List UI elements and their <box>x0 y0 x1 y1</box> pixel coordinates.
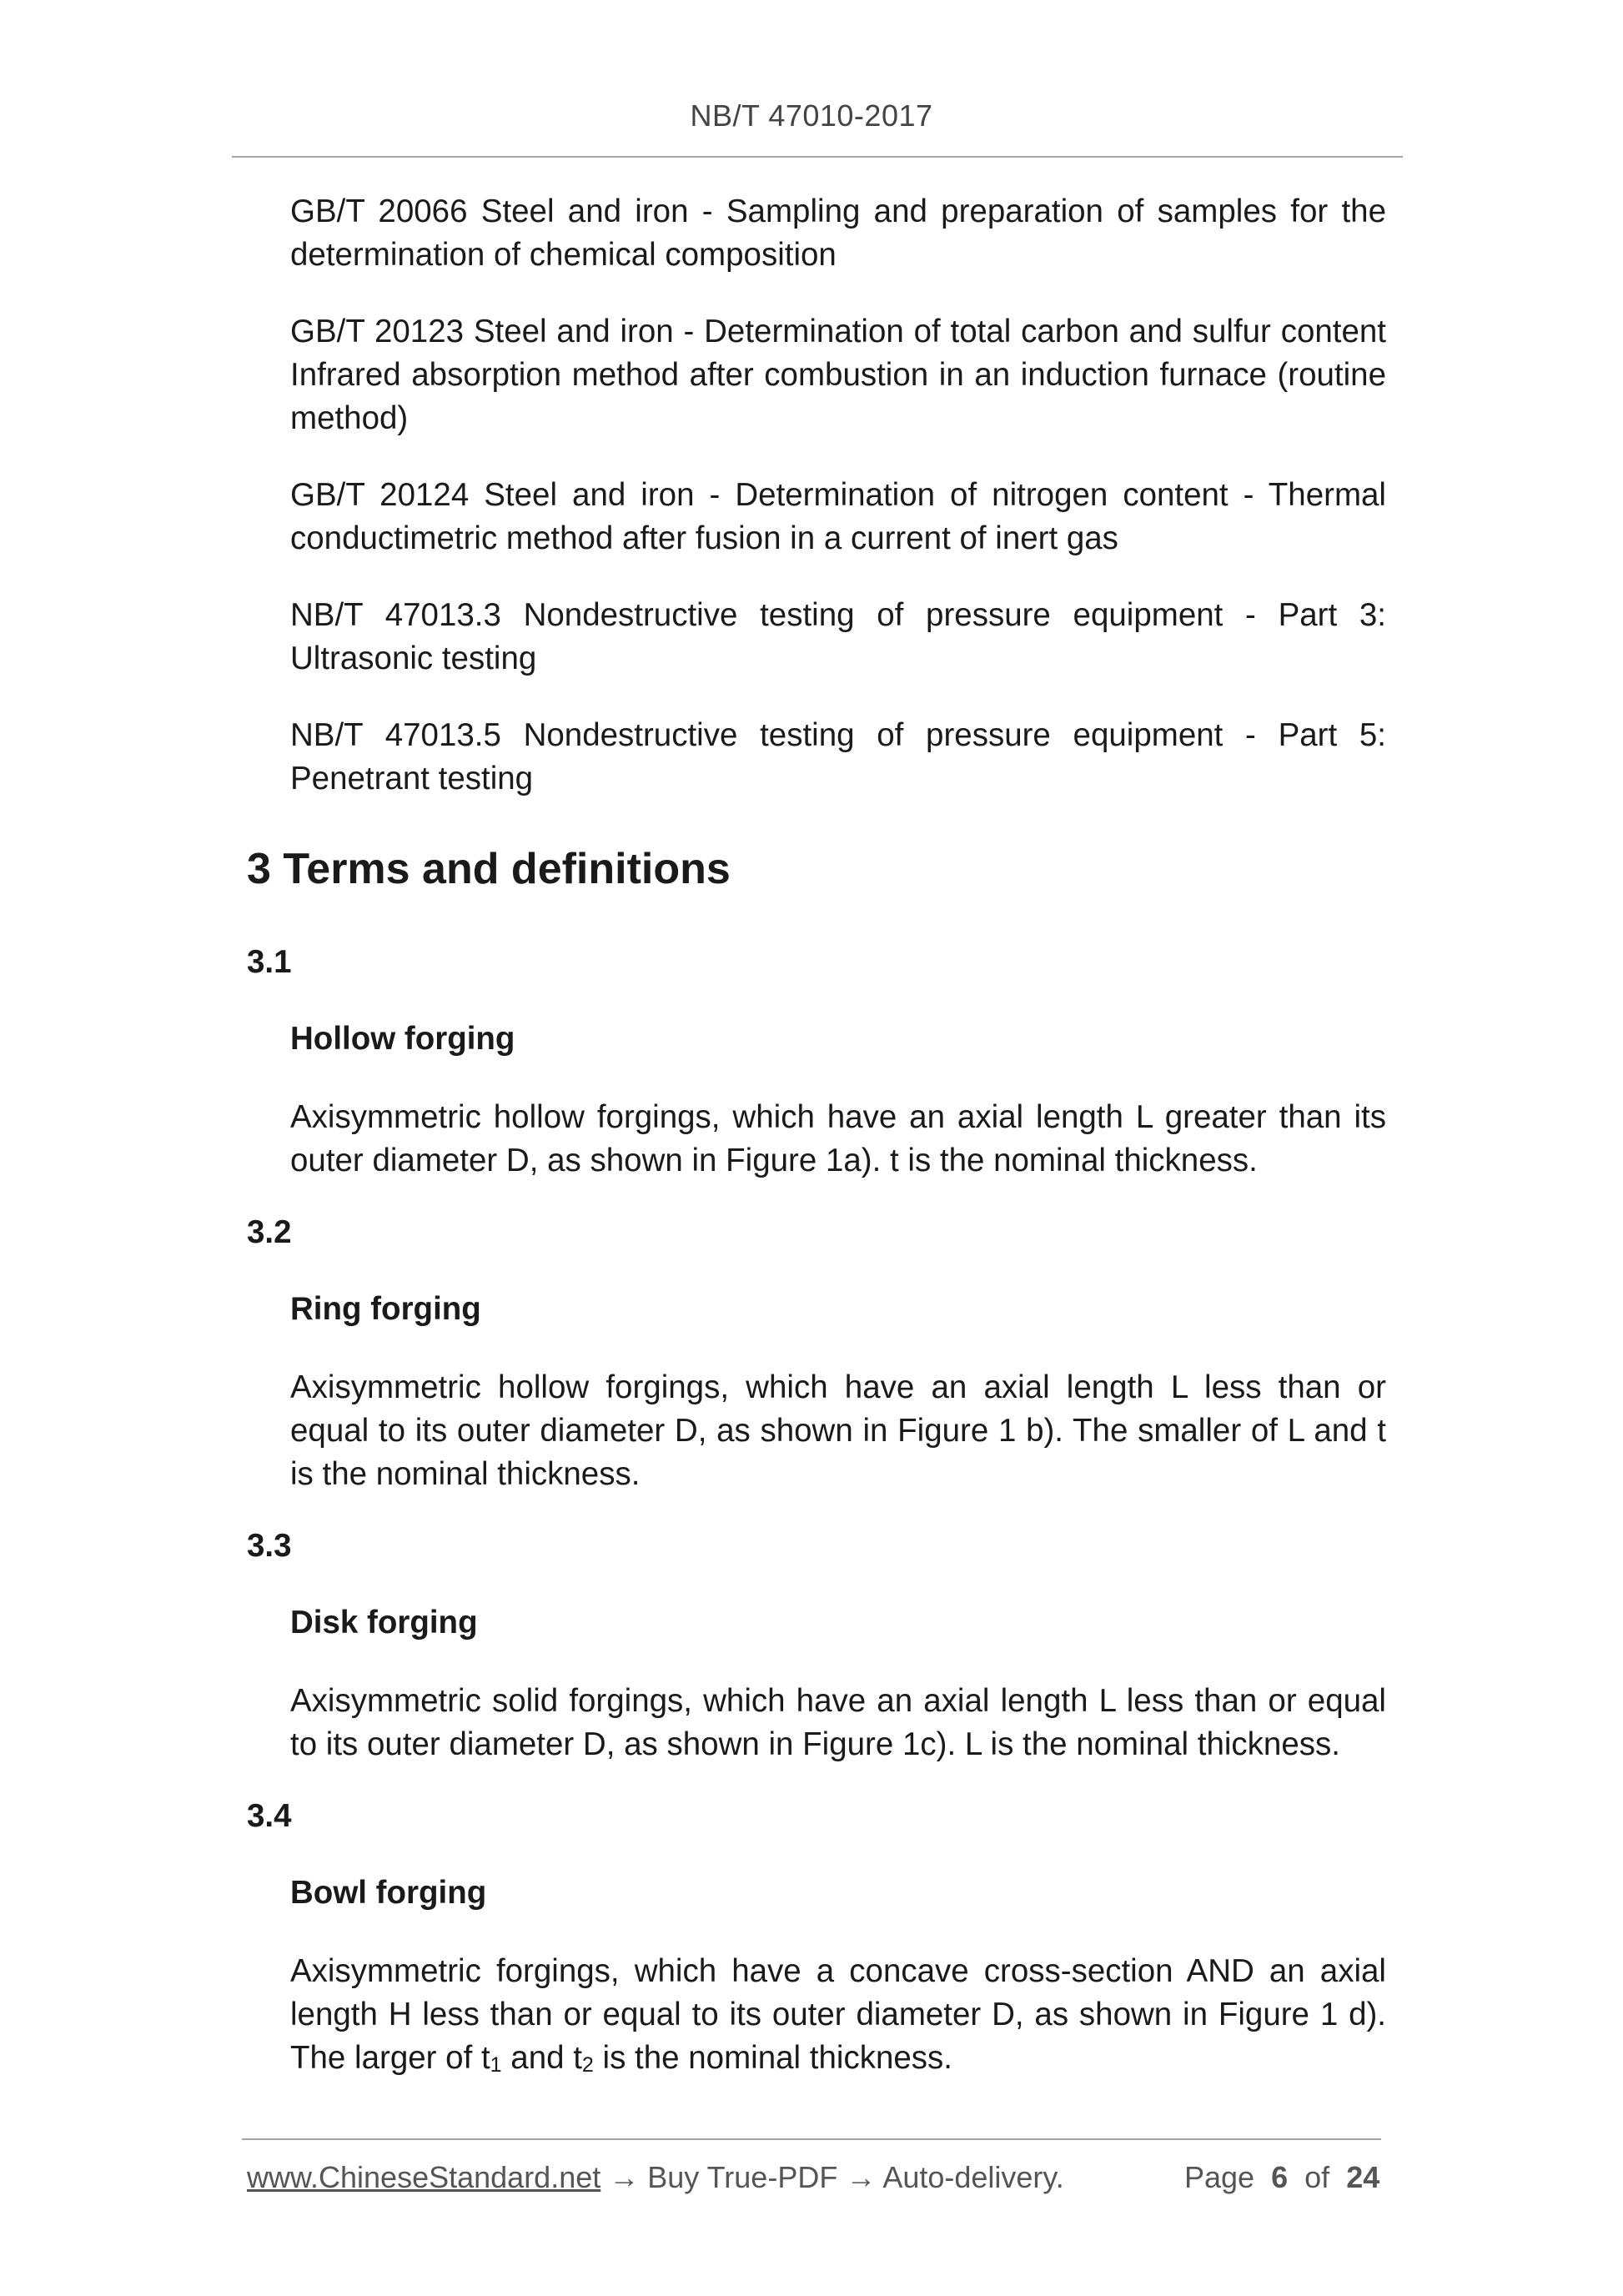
term-name: Disk forging <box>290 1605 478 1640</box>
clause-number: 3.2 <box>247 1214 292 1250</box>
definition-text: is the nominal thickness. <box>593 2040 952 2076</box>
reference-item: GB/T 20123 Steel and iron - Determination of total carbon and sulfur content Infrared absorption method after combustion in an induction furnace (routine method) <box>290 314 1386 436</box>
definition-text: Axisymmetric forgings, which have a concave cross-section AND an axial length H less than or equal to its outer diameter D, as shown in Figure 1 d). The larger of t <box>290 1953 1386 2076</box>
term-definition: Axisymmetric solid forgings, which have an axial length L less than or equal to its outer diameter D, as shown in Figure 1c). L is the nominal thickness. <box>290 1683 1386 1762</box>
section-title: 3 Terms and definitions <box>247 845 731 893</box>
clause-number: 3.3 <box>247 1528 292 1564</box>
of-label: of <box>1304 2160 1330 2194</box>
clause-number: 3.4 <box>247 1798 292 1834</box>
term-definition: Axisymmetric hollow forgings, which have an axial length L less than or equal to its outer diameter D, as shown in Figure 1 b). The smaller of L and t is the nominal thickness. <box>290 1369 1386 1492</box>
header-divider <box>232 156 1403 158</box>
page-header: NB/T 47010-2017 <box>690 98 933 133</box>
term-definition: Axisymmetric hollow forgings, which have an axial length L greater than its outer diameter D, as shown in Figure 1a). t is the nominal thickness. <box>290 1099 1386 1178</box>
reference-item: NB/T 47013.3 Nondestructive testing of pressure equipment - Part 3: Ultrasonic testing <box>290 597 1386 676</box>
total-pages: 24 <box>1346 2160 1380 2194</box>
footer-divider <box>242 2138 1381 2140</box>
normative-references-list <box>290 190 1386 834</box>
reference-item: GB/T 20124 Steel and iron - Determination of nitrogen content - Thermal conductimetric method after fusion in a current of inert gas <box>290 477 1386 556</box>
reference-item: NB/T 47013.5 Nondestructive testing of pressure equipment - Part 5: Penetrant testing <box>290 717 1386 796</box>
term-name: Ring forging <box>290 1291 481 1327</box>
term-definition <box>290 1950 1386 2087</box>
footer-link-area <box>247 2160 1064 2195</box>
subscript: 2 <box>581 2053 594 2077</box>
footer-tagline: → Buy True-PDF → Auto-delivery. <box>600 2160 1064 2194</box>
term-name: Bowl forging <box>290 1875 487 1911</box>
page-indicator <box>1184 2160 1379 2195</box>
page-label: Page <box>1184 2160 1255 2194</box>
clause-number: 3.1 <box>247 944 292 980</box>
definition-text: and t <box>501 2040 582 2076</box>
term-name: Hollow forging <box>290 1021 515 1057</box>
reference-item: GB/T 20066 Steel and iron - Sampling and preparation of samples for the determination of chemical composition <box>290 193 1386 273</box>
website-link[interactable]: www.ChineseStandard.net <box>247 2160 601 2194</box>
page-number: 6 <box>1271 2160 1289 2194</box>
subscript: 1 <box>490 2053 502 2077</box>
